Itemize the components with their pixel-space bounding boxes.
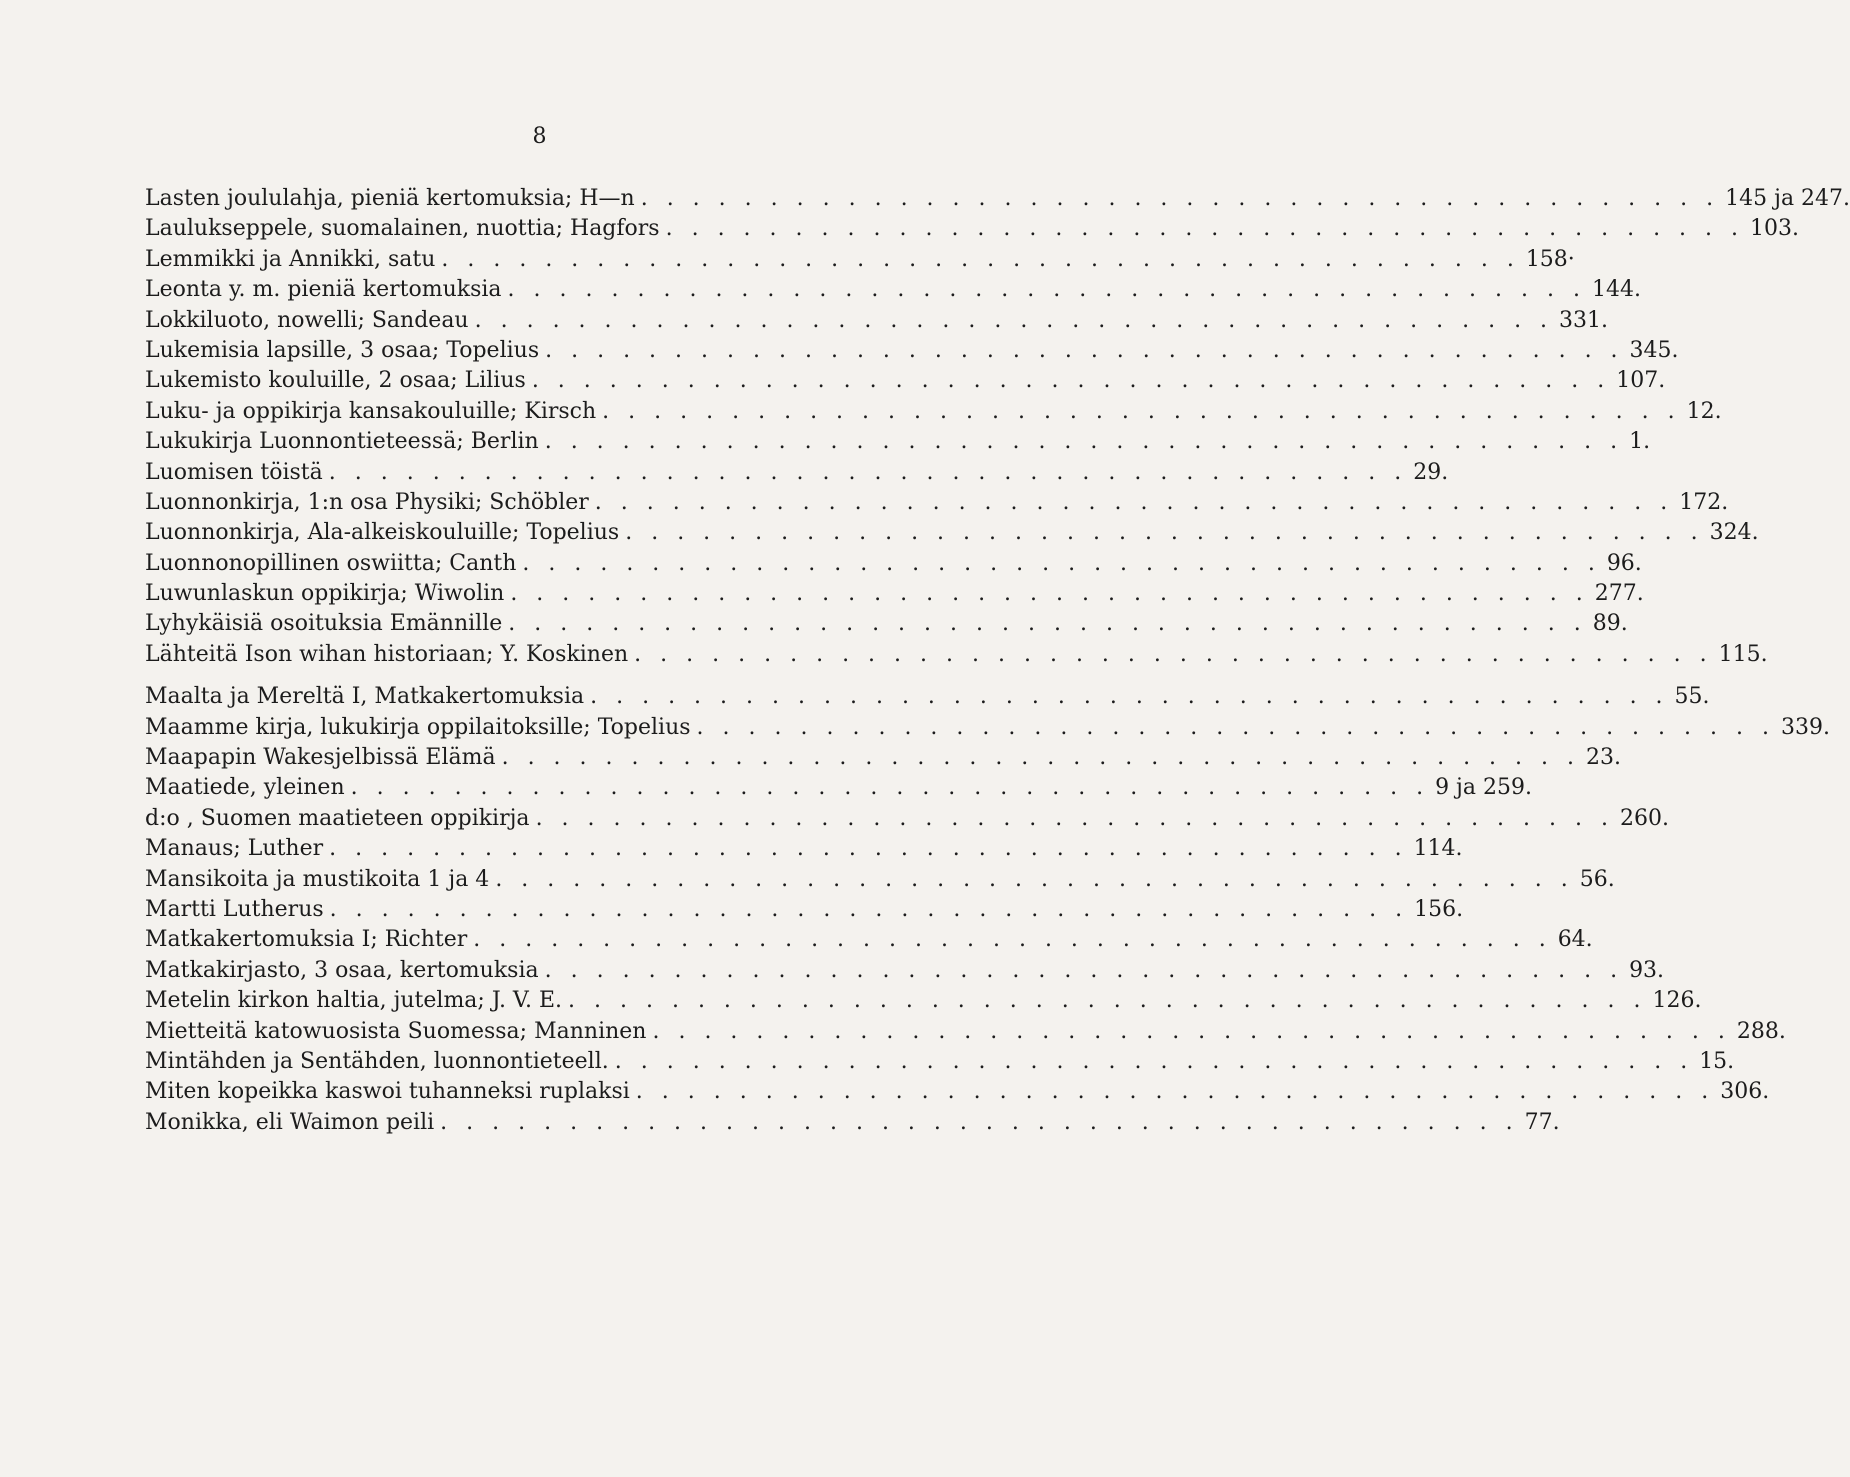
dot-leader: . . . . . . . . . . . . . . . . . . . . . . . . . . . . . . . . . . . . . . . . . . <box>507 277 1586 303</box>
index-entry <box>145 925 1593 955</box>
entry-page-number: 55. <box>1674 684 1710 710</box>
dot-leader: . . . . . . . . . . . . . . . . . . . . . . . . . . . . . . . . . . . . . . . . . . <box>602 398 1681 424</box>
dot-leader: . . . . . . . . . . . . . . . . . . . . . . . . . . . . . . . . . . . . . . . . . . <box>531 368 1611 394</box>
entry-title: Lokkiluoto, nowelli; Sandeau <box>145 307 469 333</box>
dot-leader: . . . . . . . . . . . . . . . . . . . . . . . . . . . . . . . . . . . . . . . . . . <box>594 489 1674 515</box>
entry-page-number: 103. <box>1750 216 1800 242</box>
entry-title: Luonnonkirja, 1:n osa Physiki; Schöbler <box>145 489 589 515</box>
entry-page-number: 93. <box>1629 957 1665 983</box>
entry-page-number: 56. <box>1579 866 1615 892</box>
entry-title: Luonnonkirja, Ala-alkeiskouluille; Topelius <box>145 520 620 546</box>
entry-page-number: 115. <box>1718 641 1768 667</box>
entry-page-number: 64. <box>1557 927 1593 953</box>
entry-title: Maamme kirja, lukukirja oppilaitoksille; Topelius <box>145 714 691 740</box>
dot-leader: . . . . . . . . . . . . . . . . . . . . . . . . . . . . . . . . . . . . . . . . . . <box>474 307 1554 333</box>
index-entry <box>145 640 1768 670</box>
dot-leader: . . . . . . . . . . . . . . . . . . . . . . . . . . . . . . . . . . . . . . . . . . <box>510 581 1589 607</box>
index-entry <box>145 956 1665 986</box>
index-entry <box>145 1047 1735 1077</box>
index-entry <box>145 306 1609 336</box>
entry-title: Monikka, eli Waimon peili <box>145 1109 435 1135</box>
dot-leader: . . . . . . . . . . . . . . . . . . . . . . . . . . . . . . . . . . . . . . . . . . <box>544 957 1624 983</box>
entry-title: Matkakirjasto, 3 osaa, kertomuksia <box>145 957 539 983</box>
dot-leader: . . . . . . . . . . . . . . . . . . . . . . . . . . . . . . . . . . . . . . . . . . <box>640 186 1720 211</box>
entry-page-number: 9 ja 259. <box>1435 775 1532 801</box>
index-entry <box>145 366 1666 396</box>
dot-leader: . . . . . . . . . . . . . . . . . . . . . . . . . . . . . . . . . . . . . . . . . . <box>329 836 1408 862</box>
index-entry <box>145 865 1615 895</box>
entry-title: Lähteitä Ison wihan historiaan; Y. Koskinen <box>145 641 629 667</box>
dot-leader: . . . . . . . . . . . . . . . . . . . . . . . . . . . . . . . . . . . . . . . . . . <box>501 745 1581 771</box>
entry-page-number: 12. <box>1686 398 1722 424</box>
entry-page-number: 96. <box>1606 550 1642 576</box>
index-entry <box>145 682 1710 712</box>
index-entry <box>145 804 1669 834</box>
entry-title: Lemmikki ja Annikki, satu <box>145 246 436 272</box>
index-group <box>145 682 1830 1138</box>
entry-title: Leonta y. m. pieniä kertomuksia <box>145 277 502 303</box>
entry-page-number: 339. <box>1780 714 1830 740</box>
entry-page-number: 306. <box>1720 1079 1770 1105</box>
index-entry <box>145 336 1679 366</box>
index-entry <box>145 895 1464 925</box>
entry-page-number: 77. <box>1524 1109 1560 1135</box>
index-entry <box>145 488 1729 518</box>
entry-title: Luku- ja oppikirja kansakouluille; Kirsch <box>145 398 597 424</box>
entry-page-number: 114. <box>1413 836 1463 862</box>
entry-page-number: 260. <box>1620 805 1669 831</box>
index-list <box>145 184 1850 1138</box>
index-entry <box>145 773 1532 803</box>
entry-title: Luwunlaskun oppikirja; Wiwolin <box>145 581 505 607</box>
entry-title: d:o , Suomen maatieteen oppikirja <box>145 805 530 831</box>
entry-page-number: 23. <box>1586 745 1622 771</box>
dot-leader: . . . . . . . . . . . . . . . . . . . . . . . . . . . . . . . . . . . . . . . . . . <box>508 611 1587 637</box>
entry-title: Mansikoita ja mustikoita 1 ja 4 <box>145 866 490 892</box>
index-entry <box>145 245 1575 275</box>
dot-leader: . . . . . . . . . . . . . . . . . . . . . . . . . . . . . . . . . . . . . . . . . . <box>665 216 1745 242</box>
entry-page-number: 145 ja 247. <box>1725 186 1850 211</box>
dot-leader: . . . . . . . . . . . . . . . . . . . . . . . . . . . . . . . . . . . . . . . . . . <box>614 1048 1694 1074</box>
entry-title: Lyhykäisiä osoituksia Emännille <box>145 611 503 637</box>
index-entry <box>145 458 1449 488</box>
dot-leader: . . . . . . . . . . . . . . . . . . . . . . . . . . . . . . . . . . . . . . . . . . <box>328 459 1408 485</box>
entry-page-number: 126. <box>1652 988 1702 1014</box>
entry-page-number: 277. <box>1594 581 1644 607</box>
index-entry <box>145 275 1641 305</box>
entry-page-number: 324. <box>1709 520 1759 546</box>
entry-title: Luonnonopillinen oswiitta; Canth <box>145 550 517 576</box>
entry-title: Maatiede, yleinen <box>145 775 345 801</box>
entry-page-number: 29. <box>1413 459 1449 485</box>
entry-page-number: 15. <box>1699 1048 1735 1074</box>
index-entry <box>145 834 1463 864</box>
entry-title: Maapapin Wakesjelbissä Elämä <box>145 745 496 771</box>
index-entry <box>145 1017 1786 1047</box>
dot-leader: . . . . . . . . . . . . . . . . . . . . . . . . . . . . . . . . . . . . . . . . . . <box>441 246 1520 272</box>
entry-title: Mietteitä katowuosista Suomessa; Manninen <box>145 1018 647 1044</box>
entry-title: Lukemisia lapsille, 3 osaa; Topelius <box>145 337 540 363</box>
dot-leader: . . . . . . . . . . . . . . . . . . . . . . . . . . . . . . . . . . . . . . . . . . <box>535 805 1614 831</box>
dot-leader: . . . . . . . . . . . . . . . . . . . . . . . . . . . . . . . . . . . . . . . . . . <box>696 714 1775 740</box>
dot-leader: . . . . . . . . . . . . . . . . . . . . . . . . . . . . . . . . . . . . . . . . . . <box>495 866 1574 892</box>
dot-leader: . . . . . . . . . . . . . . . . . . . . . . . . . . . . . . . . . . . . . . . . . . <box>590 684 1669 710</box>
entry-title: Lukukirja Luonnontieteessä; Berlin <box>145 429 539 455</box>
entry-title: Maalta ja Mereltä I, Matkakertomuksia <box>145 684 585 710</box>
dot-leader: . . . . . . . . . . . . . . . . . . . . . . . . . . . . . . . . . . . . . . . . . . <box>568 988 1647 1014</box>
dot-leader: . . . . . . . . . . . . . . . . . . . . . . . . . . . . . . . . . . . . . . . . . . <box>545 337 1624 363</box>
entry-page-number: 331. <box>1559 307 1609 333</box>
entry-page-number: 158· <box>1525 246 1575 272</box>
entry-title: Manaus; Luther <box>145 836 324 862</box>
entry-title: Laulukseppele, suomalainen, nuottia; Hagfors <box>145 216 660 242</box>
index-entry <box>145 986 1702 1016</box>
index-entry <box>145 1108 1560 1138</box>
dot-leader: . . . . . . . . . . . . . . . . . . . . . . . . . . . . . . . . . . . . . . . . . . <box>440 1109 1519 1135</box>
entry-page-number: 345. <box>1629 337 1679 363</box>
index-entry <box>145 184 1850 214</box>
entry-page-number: 144. <box>1591 277 1641 303</box>
entry-page-number: 1. <box>1629 429 1651 455</box>
index-group <box>145 184 1850 670</box>
dot-leader: . . . . . . . . . . . . . . . . . . . . . . . . . . . . . . . . . . . . . . . . . . <box>522 550 1601 576</box>
index-entry <box>145 518 1759 548</box>
index-entry <box>145 549 1642 579</box>
dot-leader: . . . . . . . . . . . . . . . . . . . . . . . . . . . . . . . . . . . . . . . . . . <box>473 927 1552 953</box>
dot-leader: . . . . . . . . . . . . . . . . . . . . . . . . . . . . . . . . . . . . . . . . . . <box>329 896 1409 922</box>
entry-page-number: 156. <box>1414 896 1464 922</box>
entry-title: Luomisen töistä <box>145 459 323 485</box>
entry-title: Lasten joululahja, pieniä kertomuksia; H—n <box>145 186 635 211</box>
index-entry <box>145 713 1830 743</box>
entry-title: Mintähden ja Sentähden, luonnontieteell. <box>145 1048 609 1074</box>
index-entry <box>145 427 1651 457</box>
dot-leader: . . . . . . . . . . . . . . . . . . . . . . . . . . . . . . . . . . . . . . . . . . <box>625 520 1704 546</box>
index-entry <box>145 1077 1770 1107</box>
dot-leader: . . . . . . . . . . . . . . . . . . . . . . . . . . . . . . . . . . . . . . . . . . <box>652 1018 1731 1044</box>
index-entry <box>145 579 1644 609</box>
entry-page-number: 107. <box>1616 368 1666 394</box>
dot-leader: . . . . . . . . . . . . . . . . . . . . . . . . . . . . . . . . . . . . . . . . . . <box>635 1079 1715 1105</box>
page-number: 8 <box>532 124 548 149</box>
index-entry <box>145 743 1622 773</box>
index-entry <box>145 609 1628 639</box>
entry-title: Lukemisto kouluille, 2 osaa; Lilius <box>145 368 526 394</box>
entry-title: Miten kopeikka kaswoi tuhanneksi ruplaksi <box>145 1079 630 1105</box>
entry-page-number: 288. <box>1736 1018 1786 1044</box>
entry-title: Martti Lutherus <box>145 896 324 922</box>
dot-leader: . . . . . . . . . . . . . . . . . . . . . . . . . . . . . . . . . . . . . . . . . . <box>544 429 1624 455</box>
entry-title: Matkakertomuksia I; Richter <box>145 927 468 953</box>
dot-leader: . . . . . . . . . . . . . . . . . . . . . . . . . . . . . . . . . . . . . . . . . . <box>350 775 1430 801</box>
entry-page-number: 172. <box>1679 489 1729 515</box>
entry-title: Metelin kirkon haltia, jutelma; J. V. E. <box>145 988 563 1014</box>
entry-page-number: 89. <box>1592 611 1628 637</box>
dot-leader: . . . . . . . . . . . . . . . . . . . . . . . . . . . . . . . . . . . . . . . . . . <box>634 641 1713 667</box>
index-entry <box>145 397 1722 427</box>
index-entry <box>145 214 1800 244</box>
